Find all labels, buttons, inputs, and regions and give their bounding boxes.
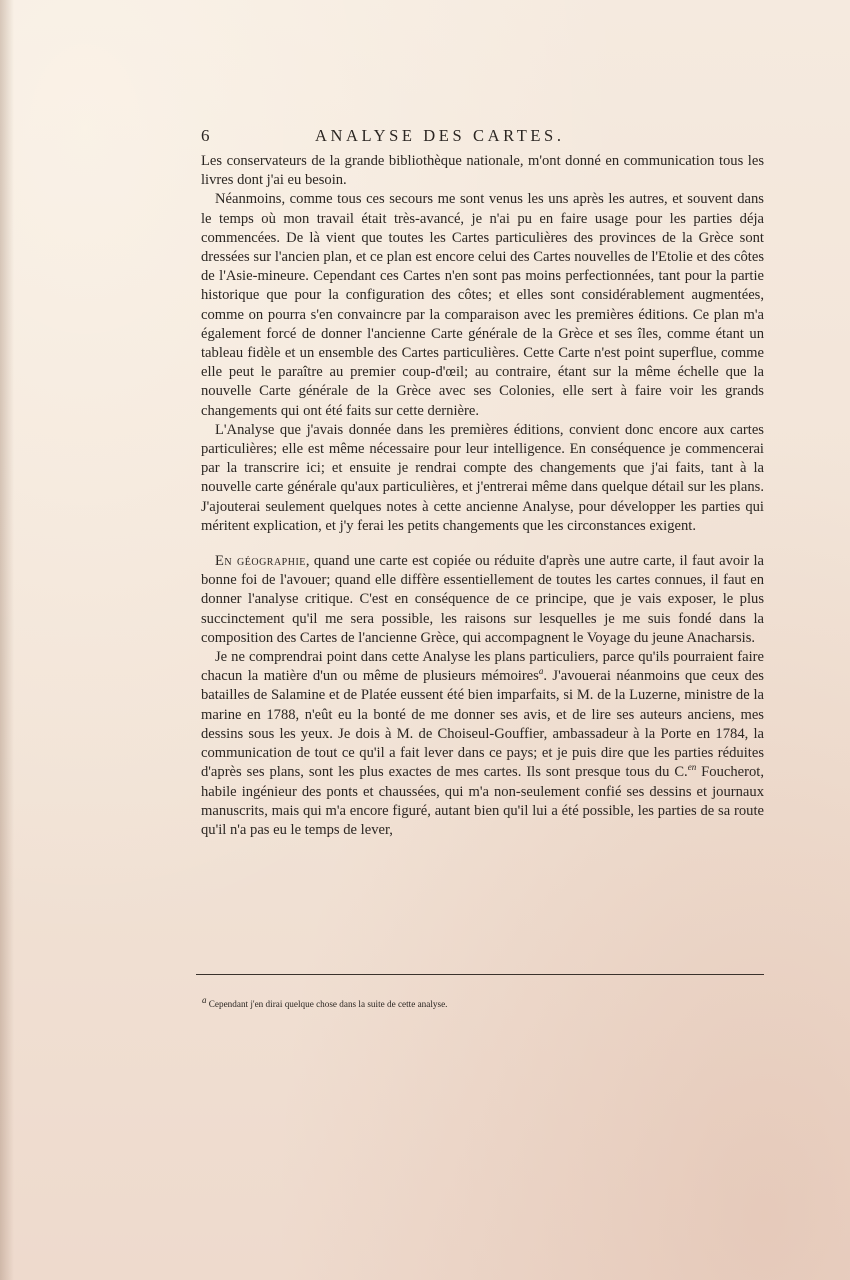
footnote-rule (196, 974, 764, 975)
page-number: 6 (201, 126, 210, 145)
paragraph-4-lead: En géographie (215, 553, 306, 570)
running-head (201, 126, 761, 148)
paragraph-1 (201, 152, 764, 190)
running-title: ANALYSE DES CARTES. (315, 126, 565, 145)
binding-edge (0, 0, 14, 1280)
paragraph-5-text-a: Je ne comprendrai point dans cette Analyse les plans particuliers, parce qu'ils pourraient faire chacun la matière d'un ou même de plusieurs mémoires (201, 649, 764, 685)
paragraph-4 (201, 552, 764, 648)
footnote (202, 994, 762, 1009)
citizen-abbreviation: en (687, 762, 697, 773)
footnote-mark: a (202, 994, 207, 1005)
paragraph-5-text-c: Foucherot, habile ingénieur des ponts et chaussées, qui m'a non-seulement confié ses dessins et journaux manuscrits, mais qui m'a encore figuré, autant bien qu'il lui a été possible, les parties de sa route qu'il n'a pas eu le temps de lever, (201, 764, 764, 838)
paragraph-3 (201, 421, 764, 536)
paragraph-3-text: L'Analyse que j'avais donnée dans les premières éditions, convient donc encore aux cartes particulières; elle est même nécessaire pour leur intelligence. En conséquence je commencerai par la transcrire ici; et ensuite je rendrai compte des changements que j'ai faits, tant à la nouvelle carte générale qu'aux particulières, et j'entrerai même dans quelque détail sur les plans. J'ajouterai seulement quelques notes à cette ancienne Analyse, pour développer les parties qui méritent explication, et j'y ferai les petits changements que les circonstances exigent. (201, 421, 764, 534)
footnote-text: Cependant j'en dirai quelque chose dans la suite de cette analyse. (208, 999, 448, 1009)
paragraph-5-text-b: . J'avouerai néanmoins que ceux des batailles de Salamine et de Platée eussent été bien imparfaits, si M. de la Luzerne, ministre de la marine en 1788, n'eût eu la bonté de me donner ses avis, et de lire ses auteurs anciens, mes dessins sous les yeux. Je dois à M. de Choiseul-Gouffier, ambassadeur à la Porte en 1784, la communication de tout ce qu'il a fait lever dans ce pays; et je puis dire que les parties réduites d'après ses plans, sont les plus exactes de mes cartes. Ils sont presque tous du C. (201, 668, 764, 781)
paragraph-5 (201, 648, 764, 840)
main-text (201, 152, 764, 840)
paragraph-4-text: , quand une carte est copiée ou réduite d'après une autre carte, il faut avoir la bonne foi de l'avouer; quand elle diffère essentiellement de toutes les cartes connues, il faut en donner l'analyse critique. C'est en conséquence de ce principe, que je vais exposer, le plus succinctement qu'il me sera possible, les raisons sur lesquelles je me suis fondé dans la composition des Cartes de l'ancienne Grèce, qui accompagnent le Voyage du jeune Anacharsis. (201, 553, 764, 646)
paragraph-1-text: Les conservateurs de la grande bibliothèque nationale, m'ont donné en communication tous les livres dont j'ai eu besoin. (201, 153, 764, 189)
paragraph-2-text: Néanmoins, comme tous ces secours me sont venus les uns après les autres, et souvent dans le temps où mon travail était très-avancé, je n'ai pu en faire usage pour les parties déja commencées. De là vient que toutes les Cartes particulières des provinces de la Grèce sont dressées sur l'ancien plan, et ce plan est encore celui des Cartes nouvelles de l'Etolie et des côtes de l'Asie-mineure. Cependant ces Cartes n'en sont pas moins perfectionnées, tant pour la partie historique que pour la configuration des côtes; et elles sont considérablement augmentées, comme on pourra s'en convaincre par la comparaison avec les premières éditions. Ce plan m'a également forcé de donner l'ancienne Carte générale de la Grèce et ses îles, comme étant un tableau fidèle et un ensemble des Cartes particulières. Cette Carte n'est point superflue, comme elle peut le paraître au premier coup-d'œil; au contraire, étant sur la même échelle que la nouvelle Carte générale de la Grèce avec ses Colonies, elle sert à faire voir les grands changements qui ont été faits sur cette dernière. (201, 191, 764, 419)
footnote-reference: a (538, 666, 544, 677)
paragraph-2 (201, 190, 764, 420)
